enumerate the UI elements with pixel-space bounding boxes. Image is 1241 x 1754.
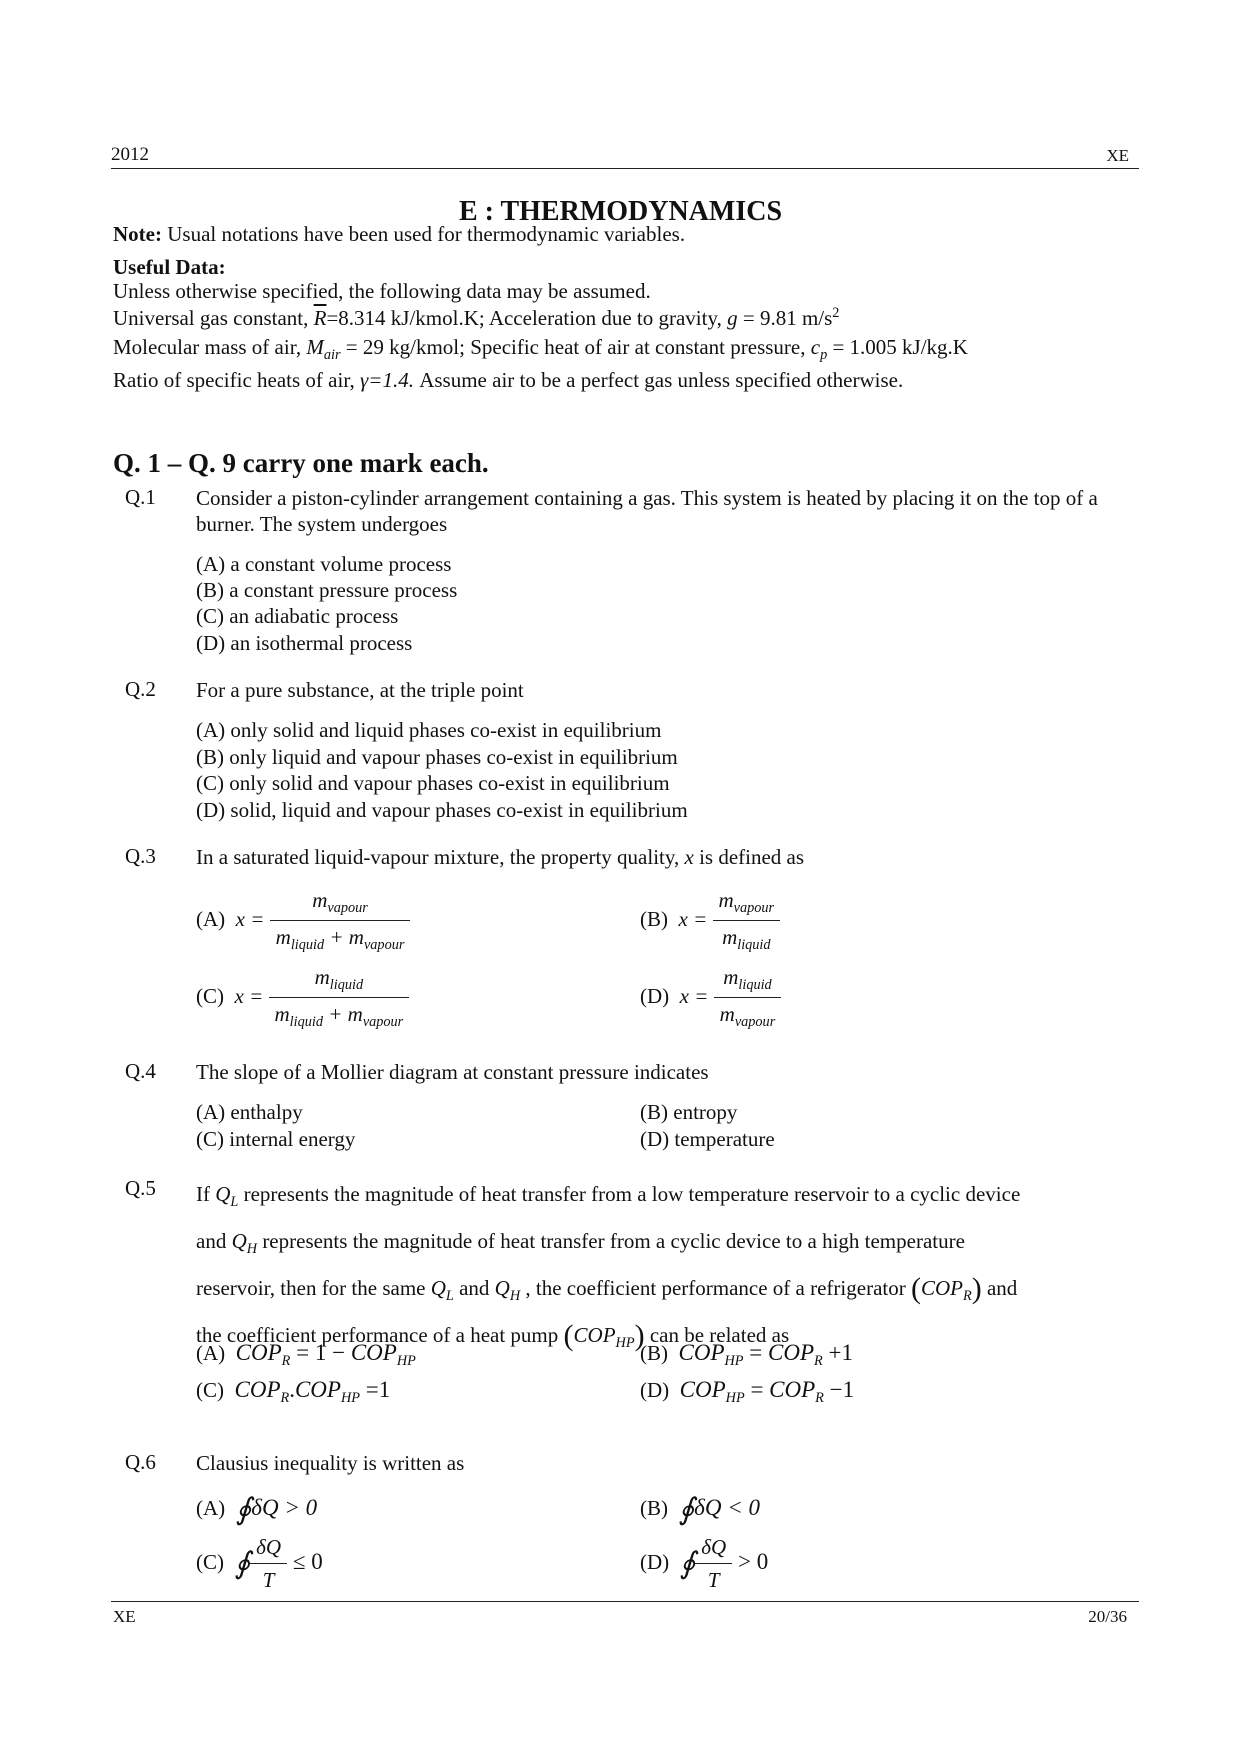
question-text: If $Q_L$ represents the magnitude of heat transfer from a low temperature reservoir to a cyclic device and $Q_H$ represents the magnitude of heat transfer from a cyclic device to a high temperature reservoir, then for the same $Q_L$ and $Q_H$ , the coefficient performance of a refrigerator $(COP_R)$ and the coefficient performance of a heat pump $(COP_{HP})$ can be related as	[196, 1182, 1021, 1352]
question-number: Q.2	[125, 677, 156, 701]
option-b: (B) entropy	[640, 1100, 738, 1124]
option-b: (B) a constant pressure process	[196, 578, 458, 602]
header-year: 2012	[111, 144, 149, 165]
page-number: 20/36	[1088, 1607, 1127, 1626]
section-title: E : THERMODYNAMICS	[458, 196, 783, 227]
gas-constant-line: Universal gas constant, $\overline{R}=8.314$ kJ/kmol.K; Acceleration due to gravity, g = 9.81 $m/s^2$	[113, 305, 840, 330]
question-text: For a pure substance, at the triple point	[196, 678, 524, 702]
fraction: $\frac{m_{vapour}}{m_{liquid} + m_{vapour}}$	[270, 888, 411, 954]
molecular-mass-line: Molecular mass of air, $M_{air} = 29$ kg/kmol; Specific heat of air at constant pressure, $c_p = 1.005$ kJ/kg.K	[113, 335, 968, 363]
question-number: Q.5	[125, 1176, 156, 1200]
fraction: $\frac{m_{vapour}}{m_{liquid}}$	[713, 888, 781, 954]
option-a: (A) only solid and liquid phases co-exist in equilibrium	[196, 718, 662, 742]
note-line	[113, 222, 685, 247]
useful-data-intro: Unless otherwise specified, the following data may be assumed.	[113, 279, 651, 303]
contour-integral-icon: ∮	[234, 1546, 251, 1580]
option-d: (D) $COP_{HP} = COP_R -1$	[640, 1377, 855, 1406]
marks-heading: Q. 1 – Q. 9 carry one mark each.	[113, 448, 489, 478]
option-d: (D) x = $\frac{m_{liquid}}{m_{vapour}}$	[640, 965, 781, 1031]
option-d: (D) temperature	[640, 1127, 775, 1151]
option-a: (A) x = $\frac{m_{vapour}}{m_{liquid} + m_{vapour}}$	[196, 888, 410, 954]
option-c: (C) $COP_R.COP_{HP} =1$	[196, 1377, 391, 1406]
contour-integral-icon: ∮	[679, 1546, 696, 1580]
question-number: Q.6	[125, 1450, 156, 1474]
gas-constant-symbol: $\overline{R}$	[313, 305, 327, 330]
footer-rule	[111, 1601, 1139, 1602]
option-d: (D) solid, liquid and vapour phases co-exist in equilibrium	[196, 798, 688, 822]
fraction: $\frac{\delta Q}{T}$	[250, 1535, 287, 1593]
header-paper-code: XE	[1106, 146, 1129, 165]
note-label: Note:	[113, 222, 162, 246]
contour-integral-icon: ∮	[235, 1493, 252, 1526]
fraction: $\frac{\delta Q}{T}$	[695, 1535, 732, 1593]
option-c: (C) an adiabatic process	[196, 604, 399, 628]
question-text: The slope of a Mollier diagram at constant pressure indicates	[196, 1060, 709, 1084]
question-number: Q.3	[125, 844, 156, 868]
fraction: $\frac{m_{liquid}}{m_{vapour}}$	[714, 965, 782, 1031]
gamma-line: Ratio of specific heats of air, γ=1.4. Assume air to be a perfect gas unless specified otherwise.	[113, 368, 904, 392]
option-b: (B) only liquid and vapour phases co-exist in equilibrium	[196, 745, 678, 769]
question-text: Consider a piston-cylinder arrangement containing a gas. This system is heated by placing it on the top of a burner. The system undergoes	[196, 486, 1098, 536]
footer-paper-code: XE	[113, 1607, 136, 1626]
question-text: Clausius inequality is written as	[196, 1451, 465, 1475]
option-c: (C) only solid and vapour phases co-exist in equilibrium	[196, 771, 670, 795]
question-text: In a saturated liquid-vapour mixture, the property quality, x is defined as	[196, 845, 805, 869]
option-c: (C) ∮ $\frac{\delta Q}{T}$ ≤ 0	[196, 1535, 323, 1592]
option-b: (B) $COP_{HP} = COP_R +1$	[640, 1340, 853, 1369]
useful-data-label: Useful Data:	[113, 255, 226, 279]
contour-integral-icon: ∮	[678, 1493, 695, 1526]
option-c: (C) internal energy	[196, 1127, 356, 1151]
option-c: (C) x = $\frac{m_{liquid}}{m_{liquid} + m_{vapour}}$	[196, 965, 409, 1031]
option-d: (D) ∮ $\frac{\delta Q}{T}$ > 0	[640, 1535, 769, 1592]
question-number: Q.4	[125, 1059, 156, 1083]
option-a: (A) enthalpy	[196, 1100, 303, 1124]
option-d: (D) an isothermal process	[196, 631, 413, 655]
question-number: Q.1	[125, 485, 156, 509]
option-a: (A) $COP_R = 1 - COP_{HP}$	[196, 1340, 416, 1369]
header-rule	[111, 168, 1139, 169]
option-a: (A) a constant volume process	[196, 552, 452, 576]
fraction: $\frac{m_{liquid}}{m_{liquid} + m_{vapour}}$	[269, 965, 410, 1031]
option-b: (B) ∮δQ < 0	[640, 1493, 760, 1526]
option-a: (A) ∮δQ > 0	[196, 1493, 318, 1526]
note-text: Usual notations have been used for thermodynamic variables.	[161, 222, 686, 246]
option-b: (B) x = $\frac{m_{vapour}}{m_{liquid}}$	[640, 888, 780, 954]
